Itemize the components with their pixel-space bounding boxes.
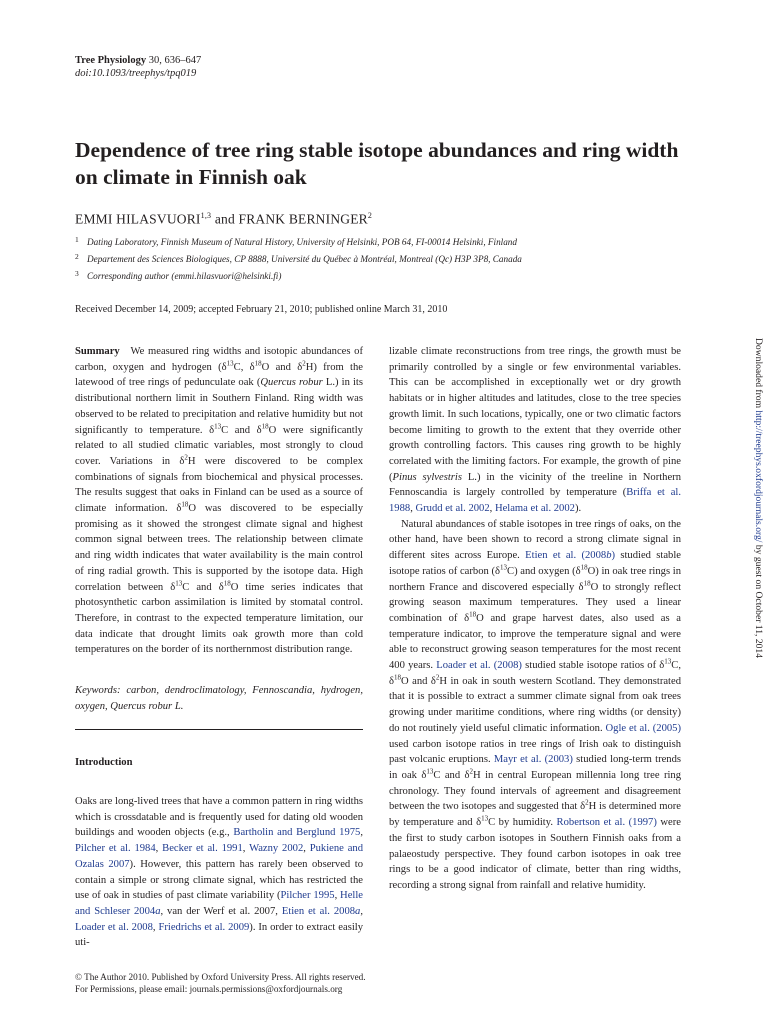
- journal-doi: doi:10.1093/treephys/tpq019: [75, 68, 197, 79]
- author-2: FRANK BERNINGER: [238, 211, 368, 227]
- author-1: EMMI HILASVUORI: [75, 211, 201, 227]
- affiliation-3: 3 Corresponding author (emmi.hilasvuori@helsinki.fi): [75, 269, 282, 281]
- journal-name: Tree Physiology: [75, 55, 147, 66]
- download-sidebar: Downloaded from http://treephys.oxfordjournals.org/ by guest on October 11, 2014: [753, 338, 764, 659]
- affiliation-1: 1 Dating Laboratory, Finnish Museum of Natural History, University of Helsinki, POB 64, FI-00014 Helsinki, Finland: [75, 235, 517, 247]
- right-column: lizable climate reconstructions from tree rings, the growth must be primarily controlled by a single or few environmental variables. This can be accomplished in exceptionally wet or dry growth habitats or in higher altitudes and latitudes, close to the tree species growth limit. In such locations, typically, one or two climatic factors become limiting to growth to the extent that they override other growth controlling factors. This causes ring growth to be highly correlated with the limiting factors. For example, the growth of pine (Pinus sylvestris L.) in the vicinity of the treeline in Northern Fennoscandia is largely controlled by temperature (Briffa et al. 1988, Grudd et al. 2002, Helama et al. 2002). Natural abundances of stable isotopes in tree rings of oaks, on the other hand, have been shown to record a strong climate signal in different sites across Europe. Etien et al. (2008b) studied stable isotope ratios of carbon $(\delta^{13}C)$ and oxygen $(\delta^{18}O)$ in oak tree rings in northern France and discovered especially $\delta^{18}O$ to strongly reflect growing season maximum temperatures. They used a linear combination of $\delta^{18}O$ and grape harvest dates, also used as a temperature indicator, to improve the temperature signal and were able to reconstruct growing season temperatures for the most recent 400 years. Loader et al. (2008) studied stable isotope ratios of $\delta^{13}C$, $\delta^{18}O$ and $\delta^2H$ in oak in south western Scotland. They demonstrated that it is possible to extract a summer climate signal from oak trees growing under maritime conditions, where ring widths (or density) do not routinely yield useful climatic information. Ogle et al. (2005) used carbon isotope ratios in tree rings of Irish oak to distinguish past volcanic eruptions. Mayr et al. (2003) studied long-term trends in oak $\delta^{13}C$ and $\delta^2H$ in central European millennia long tree ring chronology. They found intervals of agreement and disagreement between the two isotopes and suggested that $\delta^2H$ is determined more by temperature and $\delta^{13}C$ by humidity. Robertson et al. (1997) were the first to study carbon isotopes in Southern Finnish oaks from a palaeostudy perspective. They found carbon isotopes in oak tree rings to be a good indicator of climate, better than ring widths, recording a strong signal from rainfall and relative humidity.: [389, 346, 682, 891]
- keywords-list: carbon, dendroclimatology, Fennoscandia, hydrogen, oxygen, Quercus robur L.: [75, 685, 363, 712]
- keywords-label: Keywords:: [75, 685, 121, 696]
- received-dates: Received December 14, 2009; accepted February 21, 2010; published online March 31, 2010: [75, 304, 448, 315]
- download-url-link[interactable]: http://treephys.oxfordjournals.org/: [753, 410, 764, 543]
- summary-label: Summary: [75, 346, 120, 357]
- journal-header: [75, 54, 201, 80]
- journal-volume: 30, 636–647: [148, 55, 202, 66]
- affiliation-2: 2 Departement des Sciences Biologiques, CP 8888, Université du Québec à Montréal, Montreal (Qc) H3P 3P8, Canada: [75, 252, 522, 264]
- intro-heading: Introduction: [75, 757, 133, 768]
- copyright: © The Author 2010. Published by Oxford University Press. All rights reserved.: [75, 972, 366, 982]
- author-line: EMMI HILASVUORI$^{1,3}$ and FRANK BERNINGER$^2$: [75, 211, 373, 227]
- intro-paragraph: Oaks are long-lived trees that have a common pattern in ring widths which is crossdatable and is frequently used for dating old wooden buildings and wooden objects (e.g., Bartholin and Berglund 1975, Pilcher et al. 1984, Becker et al. 1991, Wazny 2002, Pukiene and Ozalas 2007). However, this pattern has rarely been observed to contain a simple or strong climate signal, which has restricted the use of oak in studies of past climate variability (Pilcher 1995, Helle and Schleser 2004a, van der Werf et al. 2007, Etien et al. 2008a, Loader et al. 2008, Friedrichs et al. 2009). In order to extract easily uti-: [75, 796, 364, 949]
- summary-divider: [75, 729, 363, 730]
- permissions: For Permissions, please email: journals.permissions@oxfordjournals.org: [75, 984, 343, 994]
- footer: [75, 971, 366, 995]
- paper-title: Dependence of tree ring stable isotope abundances and ring width on climate in Finnish oak: [75, 138, 679, 189]
- summary-paragraph: Summary We measured ring widths and isotopic abundances of carbon, oxygen and hydrogen ($\delta^{13}C$, $\delta^{18}O$ and $\delta^2H$) from the latewood of tree rings of pedunculate oak (Quercus robur L.) in its distributional northern limit in Southern Finland. Ring width was observed to be related to precipitation and relative humidity but not significantly to temperature. $\delta^{13}C$ and $\delta^{18}O$ were significantly related to all studied climatic variables, most strongly to cloud cover. Variations in $\delta^2H$ were discovered to be complex combinations of signals from biochemical and physical processes. The results suggest that oaks in Finland can be used as a source of climate information. $\delta^{18}O$ was discovered to be especially promising as it showed the strongest climate signal and highest common signal between trees. The relationship between climate and ring width indicates that water availability is the main control of ring radial growth. This is supported by the isotope data. High correlation between $\delta^{13}C$ and $\delta^{18}O$ time series indicates that photosynthetic carbon assimilation is limited by stomatal control. Therefore, in contrast to the expected temperature limitation, our data indicate that drought limits oak growth more than cold temperatures on the border of its northernmost distribution range.: [75, 346, 363, 656]
- keywords: [75, 683, 363, 714]
